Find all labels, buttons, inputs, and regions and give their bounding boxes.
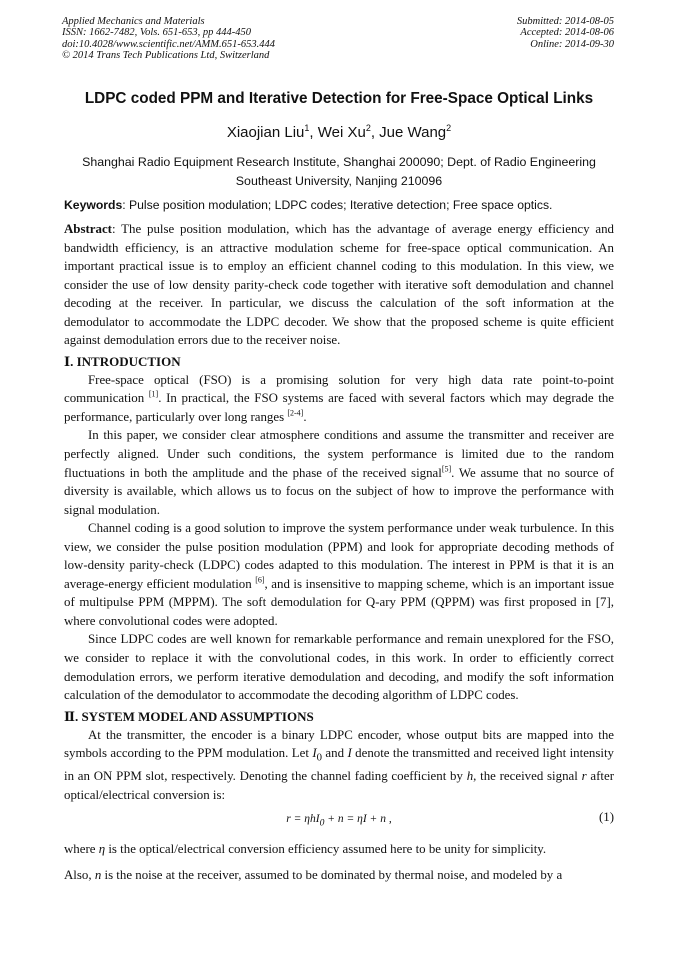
author-affiliation-mark: 2 [365, 123, 371, 133]
paragraph: In this paper, we consider clear atmosphere conditions and assume the transmitter and receiver are perfectly aligned. Under such conditions, the system performance is limited due to the random fluctuations in both the amplitude and the phase of the received signal[5]. We assume that no source of diversity is available, which allows us to focus on the subject of how to improve the performance with signal modulation. [64, 428, 614, 517]
section-heading-system-model: Ⅱ. SYSTEM MODEL AND ASSUMPTIONS [64, 708, 314, 724]
author-affiliation-mark: 2 [446, 123, 452, 133]
equation-expression: r = ηhI$_0$ + n = ηI + n , [286, 813, 392, 829]
author-list: Xiaojian Liu$^1$, Wei Xu$^2$, Jue Wang$^2$ [226, 123, 452, 141]
affiliation-line: Shanghai Radio Equipment Research Institute, Shanghai 200090; Dept. of Radio Engineering [82, 155, 596, 169]
author-name: Xiaojian Liu [226, 124, 305, 141]
author-name: Wei Xu [317, 124, 366, 141]
submitted-date: Submitted: 2014-08-05 [516, 16, 614, 27]
paper-body [64, 220, 614, 888]
abstract-text: : The pulse position modulation, which has the advantage of average energy efficiency and bandwidth efficiency, is an attractive modulation scheme for free-space optical communication. An important practical issue is to employ an efficient channel coding to this modulation. In this view, we consider the use of low density parity-check code together with iterative soft demodulation and channel decoding at the receiver. In particular, we discuss the calculation of the soft information at the demodulator to accommodate the LDPC decoder. We show that the proposed scheme is quite efficient against demodulation errors due to the receiver noise. [64, 222, 614, 348]
citation: [5] [441, 464, 452, 474]
keywords [64, 198, 614, 212]
paragraph: Since LDPC codes are well known for remarkable performance and remain unexplored for the FSO, we consider to replace it with the convolutional codes, in this work. In order to efficiently correct demodulation errors, we perform iterative demodulation and decoding, and modify the soft information calculation of the demodulator to accommodate the decoding algorithm of LDPC codes. [64, 632, 614, 703]
author-affiliation-mark: 1 [304, 123, 310, 133]
paper-title: LDPC coded PPM and Iterative Detection for Free-Space Optical Links [84, 90, 594, 107]
doi-line: doi:10.4028/www.scientific.net/AMM.651-653.444 [62, 38, 275, 50]
citation: [1] [148, 390, 159, 400]
equation-number: (1) [598, 810, 614, 825]
paragraph: Free-space optical (FSO) is a promising solution for very high data rate point-to-point communication [1]. In practical, the FSO systems are faced with several factors which may degrade the performance, particularly over long ranges [2-4]. [64, 372, 614, 424]
journal-name: Applied Mechanics and Materials [62, 16, 205, 27]
paragraph: At the transmitter, the encoder is a binary LDPC encoder, whose output bits are mapped into the symbols according to the PPM modulation. Let $I_0$ and I denote the transmitted and received light intensity in an ON PPM slot, respectively. Denoting the channel fading coefficient by h, the received signal r after optical/electrical conversion is: [64, 727, 614, 802]
dates-block [517, 16, 614, 50]
affiliation-line: Southeast University, Nanjing 210096 [235, 173, 443, 188]
abstract-label: Abstract [64, 222, 112, 236]
copyright-line: © 2014 Trans Tech Publications Ltd, Switzerland [62, 50, 270, 62]
accepted-date: Accepted: 2014-08-06 [520, 27, 614, 39]
equation-1 [64, 808, 614, 836]
paragraph: where η is the optical/electrical conversion efficiency assumed here to be unity for simplicity. [64, 842, 547, 857]
affiliation [40, 153, 638, 190]
online-date: Online: 2014-09-30 [530, 38, 614, 50]
paragraph: Also, n is the noise at the receiver, assumed to be dominated by thermal noise, and modeled by a [64, 868, 563, 883]
journal-info-block [62, 16, 275, 62]
keywords-label: Keywords [64, 198, 123, 212]
citation: [6] [255, 575, 265, 585]
author-name: Jue Wang [379, 124, 447, 141]
issn-line: ISSN: 1662-7482, Vols. 651-653, pp 444-450 [62, 27, 251, 39]
section-heading-introduction: Ⅰ. INTRODUCTION [64, 353, 181, 369]
paragraph: Channel coding is a good solution to improve the system performance under weak turbulence. In this view, we consider the pulse position modulation (PPM) and look for appropriate decoding methods of low-density parity-check (LDPC) codes adapted to this modulation. The interest in PPM is that it is an average-energy efficient modulation [6], and is insensitive to mapping scheme, which is an important issue of multipulse PPM (MPPM). The soft demodulation for Q-ary PPM (QPPM) was first proposed in [7], where convolutional codes were adopted. [64, 521, 615, 628]
abstract [64, 220, 614, 350]
citation: [2-4] [287, 408, 304, 418]
keywords-text: : Pulse position modulation; LDPC codes; Iterative detection; Free space optics. [122, 198, 553, 212]
